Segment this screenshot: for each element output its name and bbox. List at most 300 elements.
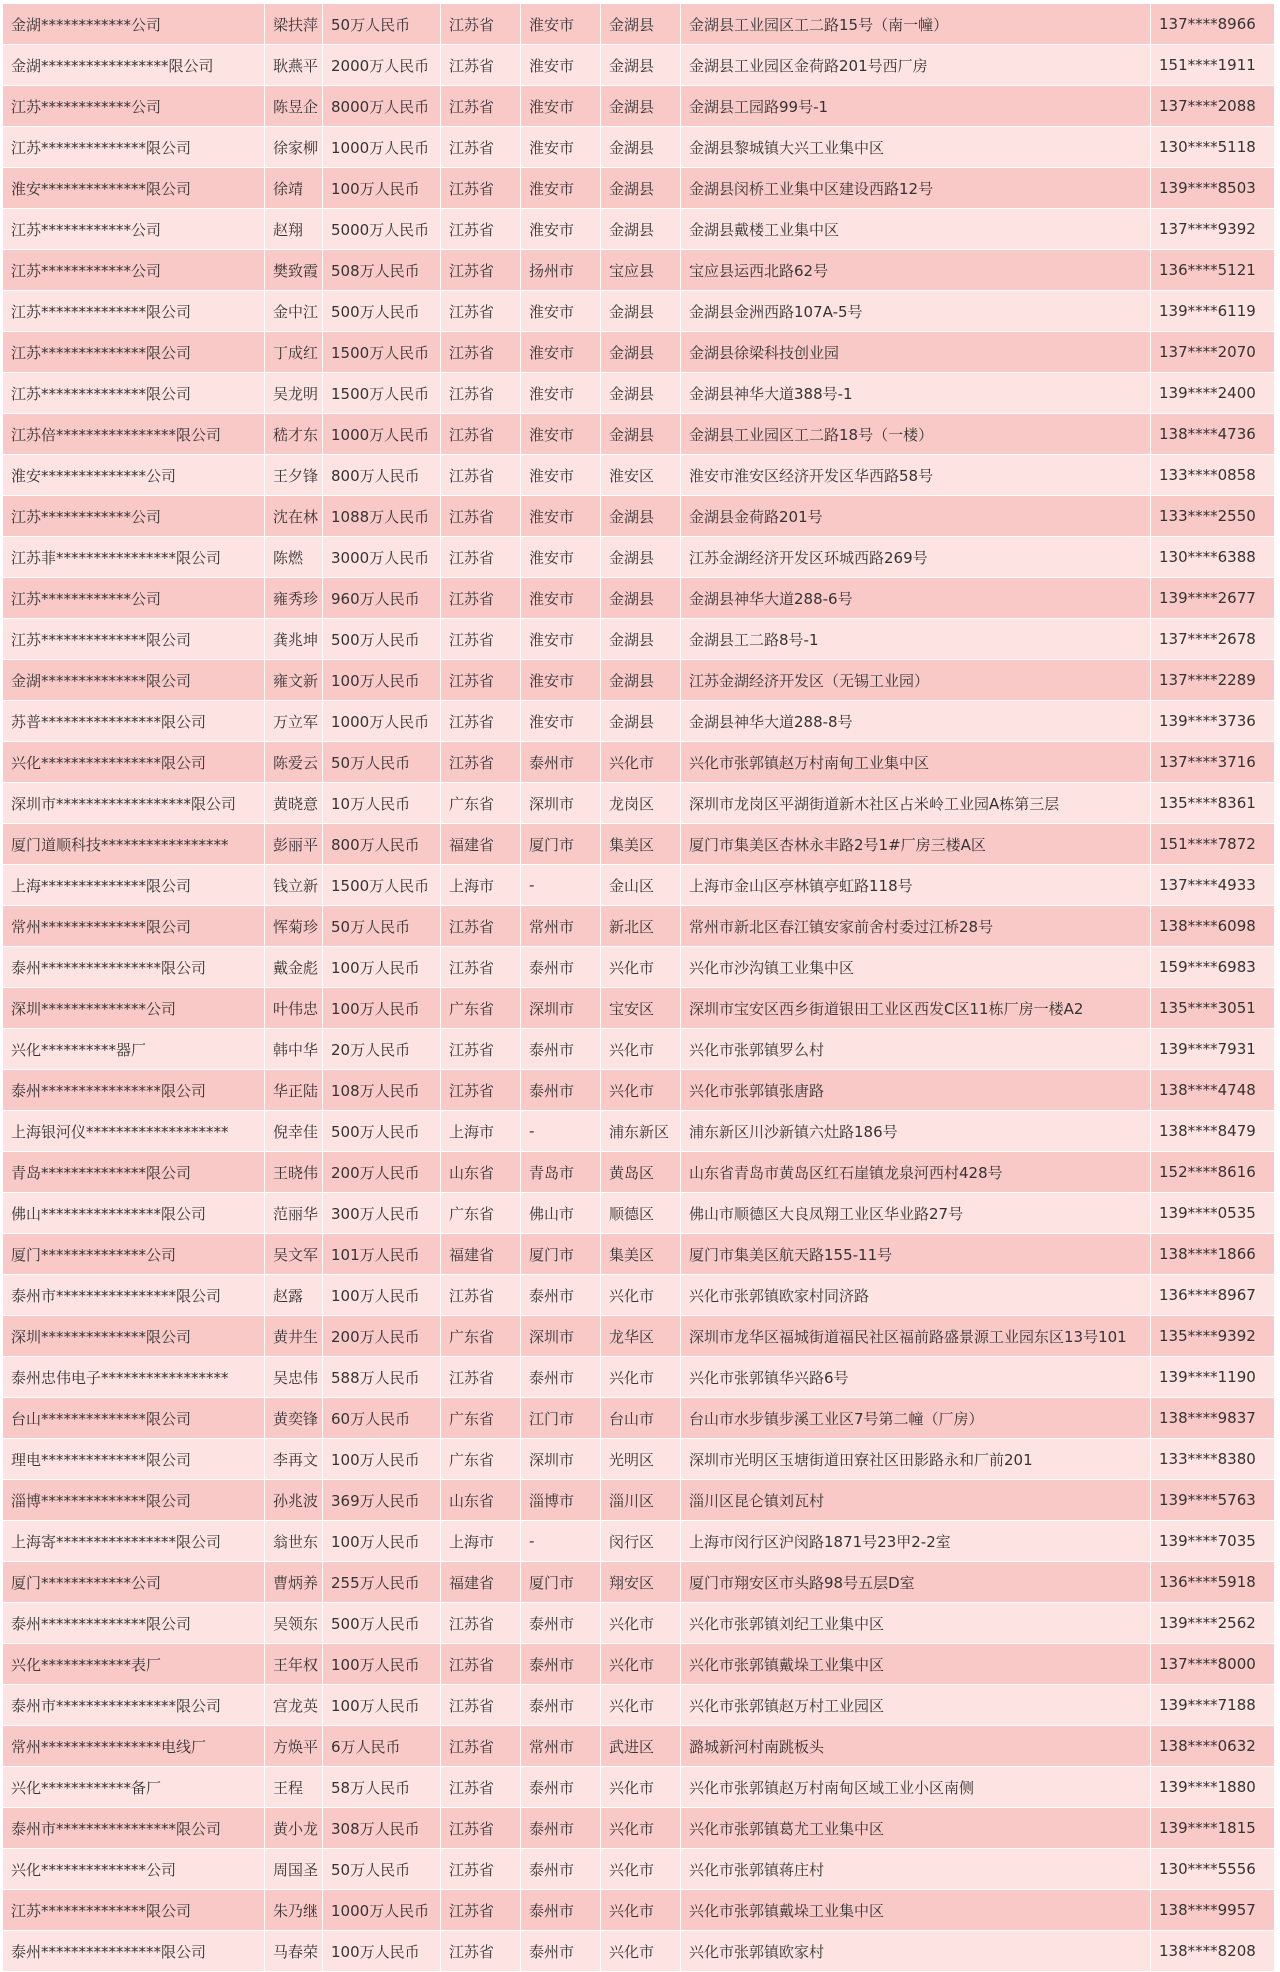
registered-capital-cell: 100万人民币 (323, 947, 441, 988)
district-cell: 集美区 (601, 824, 681, 865)
registered-capital-cell: 100万人民币 (323, 660, 441, 701)
company-name-cell: 兴化**********器厂 (3, 1029, 265, 1070)
district-cell: 兴化市 (601, 1644, 681, 1685)
table-row (3, 619, 1275, 660)
legal-person-cell: 樊致霞 (265, 250, 323, 291)
phone-cell: 139****5763 (1151, 1480, 1275, 1521)
company-name-cell: 江苏************公司 (3, 578, 265, 619)
district-cell: 金湖县 (601, 373, 681, 414)
city-cell: - (521, 865, 601, 906)
address-cell: 台山市水步镇步溪工业区7号第二幢（厂房） (681, 1398, 1151, 1439)
address-cell: 常州市新北区春江镇安家前舍村委过江桥28号 (681, 906, 1151, 947)
city-cell: 泰州市 (521, 742, 601, 783)
province-cell: 山东省 (441, 1480, 521, 1521)
company-name-cell: 厦门************公司 (3, 1562, 265, 1603)
district-cell: 金山区 (601, 865, 681, 906)
address-cell: 金湖县闵桥工业集中区建设西路12号 (681, 168, 1151, 209)
legal-person-cell: 宫龙英 (265, 1685, 323, 1726)
phone-cell: 138****8208 (1151, 1931, 1275, 1972)
city-cell: 淮安市 (521, 332, 601, 373)
company-name-cell: 江苏倍****************限公司 (3, 414, 265, 455)
address-cell: 金湖县金荷路201号 (681, 496, 1151, 537)
district-cell: 兴化市 (601, 1603, 681, 1644)
city-cell: 泰州市 (521, 1808, 601, 1849)
phone-cell: 139****1880 (1151, 1767, 1275, 1808)
address-cell: 佛山市顺德区大良凤翔工业区华业路27号 (681, 1193, 1151, 1234)
city-cell: 深圳市 (521, 988, 601, 1029)
phone-cell: 133****2550 (1151, 496, 1275, 537)
registered-capital-cell: 500万人民币 (323, 619, 441, 660)
district-cell: 淄川区 (601, 1480, 681, 1521)
table-row (3, 1603, 1275, 1644)
address-cell: 厦门市集美区杏林永丰路2号1#厂房三楼A区 (681, 824, 1151, 865)
legal-person-cell: 马春荣 (265, 1931, 323, 1972)
legal-person-cell: 曹炳养 (265, 1562, 323, 1603)
district-cell: 宝应县 (601, 250, 681, 291)
city-cell: 淮安市 (521, 537, 601, 578)
table-row (3, 4, 1275, 45)
company-name-cell: 江苏菲****************限公司 (3, 537, 265, 578)
phone-cell: 139****7931 (1151, 1029, 1275, 1070)
address-cell: 潞城新河村南跳板头 (681, 1726, 1151, 1767)
district-cell: 兴化市 (601, 1275, 681, 1316)
company-name-cell: 兴化************表厂 (3, 1644, 265, 1685)
legal-person-cell: 万立军 (265, 701, 323, 742)
district-cell: 金湖县 (601, 45, 681, 86)
city-cell: 佛山市 (521, 1193, 601, 1234)
district-cell: 兴化市 (601, 742, 681, 783)
address-cell: 上海市金山区亭林镇亭虹路118号 (681, 865, 1151, 906)
city-cell: 泰州市 (521, 1685, 601, 1726)
address-cell: 宝应县运西北路62号 (681, 250, 1151, 291)
registered-capital-cell: 1000万人民币 (323, 701, 441, 742)
company-name-cell: 江苏**************限公司 (3, 291, 265, 332)
address-cell: 兴化市张郭镇罗么村 (681, 1029, 1151, 1070)
city-cell: 淮安市 (521, 455, 601, 496)
registered-capital-cell: 100万人民币 (323, 1685, 441, 1726)
company-name-cell: 苏普****************限公司 (3, 701, 265, 742)
province-cell: 江苏省 (441, 578, 521, 619)
phone-cell: 136****5121 (1151, 250, 1275, 291)
company-name-cell: 泰州市****************限公司 (3, 1275, 265, 1316)
province-cell: 江苏省 (441, 1890, 521, 1931)
address-cell: 金湖县工业园区金荷路201号西厂房 (681, 45, 1151, 86)
phone-cell: 139****2400 (1151, 373, 1275, 414)
phone-cell: 151****1911 (1151, 45, 1275, 86)
district-cell: 闵行区 (601, 1521, 681, 1562)
province-cell: 江苏省 (441, 332, 521, 373)
registered-capital-cell: 50万人民币 (323, 4, 441, 45)
registered-capital-cell: 1500万人民币 (323, 373, 441, 414)
registered-capital-cell: 960万人民币 (323, 578, 441, 619)
address-cell: 兴化市张郭镇戴垛工业集中区 (681, 1644, 1151, 1685)
registered-capital-cell: 1500万人民币 (323, 865, 441, 906)
registered-capital-cell: 100万人民币 (323, 988, 441, 1029)
company-name-cell: 泰州**************限公司 (3, 1603, 265, 1644)
province-cell: 上海市 (441, 1521, 521, 1562)
phone-cell: 136****5918 (1151, 1562, 1275, 1603)
city-cell: 厦门市 (521, 1562, 601, 1603)
province-cell: 江苏省 (441, 906, 521, 947)
legal-person-cell: 方焕平 (265, 1726, 323, 1767)
company-name-cell: 兴化****************限公司 (3, 742, 265, 783)
phone-cell: 159****6983 (1151, 947, 1275, 988)
province-cell: 江苏省 (441, 1685, 521, 1726)
phone-cell: 135****3051 (1151, 988, 1275, 1029)
registered-capital-cell: 50万人民币 (323, 1849, 441, 1890)
city-cell: 淮安市 (521, 701, 601, 742)
table-row (3, 988, 1275, 1029)
phone-cell: 137****3716 (1151, 742, 1275, 783)
registered-capital-cell: 500万人民币 (323, 1603, 441, 1644)
phone-cell: 137****9392 (1151, 209, 1275, 250)
address-cell: 兴化市沙沟镇工业集中区 (681, 947, 1151, 988)
legal-person-cell: 周国圣 (265, 1849, 323, 1890)
table-row (3, 250, 1275, 291)
district-cell: 金湖县 (601, 209, 681, 250)
phone-cell: 133****0858 (1151, 455, 1275, 496)
province-cell: 福建省 (441, 1234, 521, 1275)
company-name-cell: 泰州忠伟电子***************** (3, 1357, 265, 1398)
phone-cell: 138****1866 (1151, 1234, 1275, 1275)
registered-capital-cell: 108万人民币 (323, 1070, 441, 1111)
legal-person-cell: 王程 (265, 1767, 323, 1808)
legal-person-cell: 金中江 (265, 291, 323, 332)
table-row (3, 1234, 1275, 1275)
company-name-cell: 江苏************公司 (3, 250, 265, 291)
table-row (3, 783, 1275, 824)
address-cell: 金湖县工二路8号-1 (681, 619, 1151, 660)
city-cell: 淮安市 (521, 168, 601, 209)
table-row (3, 1767, 1275, 1808)
registered-capital-cell: 369万人民币 (323, 1480, 441, 1521)
registered-capital-cell: 100万人民币 (323, 1644, 441, 1685)
address-cell: 金湖县金洲西路107A-5号 (681, 291, 1151, 332)
table-row (3, 1644, 1275, 1685)
district-cell: 金湖县 (601, 578, 681, 619)
address-cell: 江苏金湖经济开发区环城西路269号 (681, 537, 1151, 578)
phone-cell: 139****3736 (1151, 701, 1275, 742)
registered-capital-cell: 100万人民币 (323, 1931, 441, 1972)
address-cell: 金湖县神华大道288-6号 (681, 578, 1151, 619)
legal-person-cell: 华正陆 (265, 1070, 323, 1111)
table-row (3, 660, 1275, 701)
legal-person-cell: 耿燕平 (265, 45, 323, 86)
phone-cell: 138****6098 (1151, 906, 1275, 947)
legal-person-cell: 雍文新 (265, 660, 323, 701)
district-cell: 兴化市 (601, 947, 681, 988)
company-name-cell: 金湖************公司 (3, 4, 265, 45)
address-cell: 深圳市光明区玉塘街道田寮社区田影路永和厂前201 (681, 1439, 1151, 1480)
phone-cell: 139****6119 (1151, 291, 1275, 332)
legal-person-cell: 吴领东 (265, 1603, 323, 1644)
legal-person-cell: 雍秀珍 (265, 578, 323, 619)
table-row (3, 127, 1275, 168)
address-cell: 金湖县工业园区工二路18号（一楼） (681, 414, 1151, 455)
phone-cell: 138****8479 (1151, 1111, 1275, 1152)
table-row (3, 1152, 1275, 1193)
legal-person-cell: 朱乃继 (265, 1890, 323, 1931)
registered-capital-cell: 508万人民币 (323, 250, 441, 291)
address-cell: 淮安市淮安区经济开发区华西路58号 (681, 455, 1151, 496)
district-cell: 龙岗区 (601, 783, 681, 824)
company-name-cell: 江苏**************限公司 (3, 1890, 265, 1931)
district-cell: 宝安区 (601, 988, 681, 1029)
registered-capital-cell: 20万人民币 (323, 1029, 441, 1070)
legal-person-cell: 彭丽平 (265, 824, 323, 865)
province-cell: 江苏省 (441, 947, 521, 988)
address-cell: 淄川区昆仑镇刘瓦村 (681, 1480, 1151, 1521)
legal-person-cell: 范丽华 (265, 1193, 323, 1234)
district-cell: 金湖县 (601, 701, 681, 742)
province-cell: 江苏省 (441, 496, 521, 537)
province-cell: 江苏省 (441, 1808, 521, 1849)
company-name-cell: 泰州****************限公司 (3, 947, 265, 988)
address-cell: 山东省青岛市黄岛区红石崖镇龙泉河西村428号 (681, 1152, 1151, 1193)
district-cell: 集美区 (601, 1234, 681, 1275)
company-name-cell: 泰州****************限公司 (3, 1931, 265, 1972)
company-name-cell: 兴化************备厂 (3, 1767, 265, 1808)
legal-person-cell: 韩中华 (265, 1029, 323, 1070)
phone-cell: 138****4736 (1151, 414, 1275, 455)
registered-capital-cell: 500万人民币 (323, 1111, 441, 1152)
district-cell: 金湖县 (601, 127, 681, 168)
province-cell: 广东省 (441, 1398, 521, 1439)
district-cell: 兴化市 (601, 1849, 681, 1890)
company-name-cell: 深圳市******************限公司 (3, 783, 265, 824)
province-cell: 江苏省 (441, 1275, 521, 1316)
city-cell: 淮安市 (521, 209, 601, 250)
address-cell: 兴化市张郭镇欧家村 (681, 1931, 1151, 1972)
city-cell: 常州市 (521, 906, 601, 947)
address-cell: 深圳市宝安区西乡街道银田工业区西发C区11栋厂房一楼A2 (681, 988, 1151, 1029)
legal-person-cell: 王年权 (265, 1644, 323, 1685)
company-name-cell: 佛山****************限公司 (3, 1193, 265, 1234)
registered-capital-cell: 58万人民币 (323, 1767, 441, 1808)
table-row (3, 947, 1275, 988)
table-row (3, 1726, 1275, 1767)
province-cell: 上海市 (441, 1111, 521, 1152)
city-cell: 淮安市 (521, 373, 601, 414)
province-cell: 江苏省 (441, 373, 521, 414)
district-cell: 兴化市 (601, 1357, 681, 1398)
registered-capital-cell: 200万人民币 (323, 1152, 441, 1193)
city-cell: 泰州市 (521, 1890, 601, 1931)
registered-capital-cell: 1088万人民币 (323, 496, 441, 537)
district-cell: 翔安区 (601, 1562, 681, 1603)
company-name-cell: 江苏************公司 (3, 209, 265, 250)
company-name-cell: 泰州市****************限公司 (3, 1685, 265, 1726)
table-row (3, 1111, 1275, 1152)
district-cell: 金湖县 (601, 660, 681, 701)
city-cell: 淄博市 (521, 1480, 601, 1521)
company-name-cell: 兴化**************公司 (3, 1849, 265, 1890)
company-name-cell: 青岛**************限公司 (3, 1152, 265, 1193)
city-cell: 泰州市 (521, 1603, 601, 1644)
province-cell: 江苏省 (441, 168, 521, 209)
registered-capital-cell: 50万人民币 (323, 742, 441, 783)
district-cell: 金湖县 (601, 332, 681, 373)
address-cell: 金湖县神华大道388号-1 (681, 373, 1151, 414)
legal-person-cell: 黄井生 (265, 1316, 323, 1357)
district-cell: 兴化市 (601, 1070, 681, 1111)
province-cell: 江苏省 (441, 1849, 521, 1890)
phone-cell: 130****5118 (1151, 127, 1275, 168)
company-table (2, 3, 1275, 1972)
phone-cell: 139****7035 (1151, 1521, 1275, 1562)
phone-cell: 135****8361 (1151, 783, 1275, 824)
province-cell: 福建省 (441, 1562, 521, 1603)
registered-capital-cell: 101万人民币 (323, 1234, 441, 1275)
legal-person-cell: 徐家柳 (265, 127, 323, 168)
address-cell: 浦东新区川沙新镇六灶路186号 (681, 1111, 1151, 1152)
phone-cell: 139****2562 (1151, 1603, 1275, 1644)
city-cell: 深圳市 (521, 1316, 601, 1357)
registered-capital-cell: 800万人民币 (323, 455, 441, 496)
phone-cell: 137****8000 (1151, 1644, 1275, 1685)
district-cell: 兴化市 (601, 1685, 681, 1726)
district-cell: 金湖县 (601, 537, 681, 578)
table-row (3, 1808, 1275, 1849)
company-name-cell: 淄博**************限公司 (3, 1480, 265, 1521)
province-cell: 江苏省 (441, 1931, 521, 1972)
province-cell: 江苏省 (441, 537, 521, 578)
city-cell: 淮安市 (521, 578, 601, 619)
table-row (3, 414, 1275, 455)
company-name-cell: 台山**************限公司 (3, 1398, 265, 1439)
city-cell: 泰州市 (521, 947, 601, 988)
district-cell: 兴化市 (601, 1029, 681, 1070)
legal-person-cell: 倪幸佳 (265, 1111, 323, 1152)
province-cell: 上海市 (441, 865, 521, 906)
legal-person-cell: 赵翔 (265, 209, 323, 250)
city-cell: 淮安市 (521, 45, 601, 86)
legal-person-cell: 吴龙明 (265, 373, 323, 414)
legal-person-cell: 戴金彪 (265, 947, 323, 988)
province-cell: 江苏省 (441, 4, 521, 45)
address-cell: 兴化市张郭镇赵万村工业园区 (681, 1685, 1151, 1726)
legal-person-cell: 陈燃 (265, 537, 323, 578)
province-cell: 江苏省 (441, 742, 521, 783)
district-cell: 龙华区 (601, 1316, 681, 1357)
registered-capital-cell: 100万人民币 (323, 1439, 441, 1480)
province-cell: 江苏省 (441, 45, 521, 86)
province-cell: 广东省 (441, 1439, 521, 1480)
province-cell: 江苏省 (441, 250, 521, 291)
phone-cell: 138****9837 (1151, 1398, 1275, 1439)
table-row (3, 701, 1275, 742)
legal-person-cell: 嵇才东 (265, 414, 323, 455)
district-cell: 新北区 (601, 906, 681, 947)
company-name-cell: 常州****************电线厂 (3, 1726, 265, 1767)
address-cell: 金湖县工园路99号-1 (681, 86, 1151, 127)
address-cell: 深圳市龙华区福城街道福民社区福前路盛景源工业园东区13号101 (681, 1316, 1151, 1357)
district-cell: 台山市 (601, 1398, 681, 1439)
province-cell: 江苏省 (441, 291, 521, 332)
registered-capital-cell: 6万人民币 (323, 1726, 441, 1767)
province-cell: 江苏省 (441, 1603, 521, 1644)
registered-capital-cell: 100万人民币 (323, 1521, 441, 1562)
district-cell: 武进区 (601, 1726, 681, 1767)
city-cell: 泰州市 (521, 1275, 601, 1316)
province-cell: 江苏省 (441, 1357, 521, 1398)
address-cell: 兴化市张郭镇张唐路 (681, 1070, 1151, 1111)
district-cell: 淮安区 (601, 455, 681, 496)
registered-capital-cell: 2000万人民币 (323, 45, 441, 86)
legal-person-cell: 吴文军 (265, 1234, 323, 1275)
district-cell: 金湖县 (601, 4, 681, 45)
address-cell: 上海市闵行区沪闵路1871号23甲2-2室 (681, 1521, 1151, 1562)
table-row (3, 168, 1275, 209)
province-cell: 江苏省 (441, 86, 521, 127)
city-cell: 淮安市 (521, 127, 601, 168)
company-name-cell: 江苏**************限公司 (3, 373, 265, 414)
company-name-cell: 江苏**************限公司 (3, 332, 265, 373)
district-cell: 金湖县 (601, 619, 681, 660)
company-name-cell: 淮安**************公司 (3, 455, 265, 496)
legal-person-cell: 陈爱云 (265, 742, 323, 783)
table-row (3, 1275, 1275, 1316)
city-cell: 淮安市 (521, 414, 601, 455)
legal-person-cell: 黄小龙 (265, 1808, 323, 1849)
table-row (3, 537, 1275, 578)
city-cell: 淮安市 (521, 86, 601, 127)
table-row (3, 1931, 1275, 1972)
registered-capital-cell: 1000万人民币 (323, 414, 441, 455)
legal-person-cell: 丁成红 (265, 332, 323, 373)
company-name-cell: 金湖**************限公司 (3, 660, 265, 701)
phone-cell: 138****9957 (1151, 1890, 1275, 1931)
company-name-cell: 理电**************限公司 (3, 1439, 265, 1480)
city-cell: 淮安市 (521, 4, 601, 45)
legal-person-cell: 李再文 (265, 1439, 323, 1480)
province-cell: 山东省 (441, 1152, 521, 1193)
registered-capital-cell: 60万人民币 (323, 1398, 441, 1439)
phone-cell: 137****2289 (1151, 660, 1275, 701)
registered-capital-cell: 255万人民币 (323, 1562, 441, 1603)
registered-capital-cell: 100万人民币 (323, 168, 441, 209)
phone-cell: 151****7872 (1151, 824, 1275, 865)
table-row (3, 824, 1275, 865)
district-cell: 兴化市 (601, 1890, 681, 1931)
address-cell: 兴化市张郭镇蒋庄村 (681, 1849, 1151, 1890)
legal-person-cell: 翁世东 (265, 1521, 323, 1562)
city-cell: 厦门市 (521, 1234, 601, 1275)
phone-cell: 152****8616 (1151, 1152, 1275, 1193)
province-cell: 广东省 (441, 1316, 521, 1357)
city-cell: 常州市 (521, 1726, 601, 1767)
company-name-cell: 江苏**************限公司 (3, 127, 265, 168)
table-row (3, 1316, 1275, 1357)
province-cell: 江苏省 (441, 660, 521, 701)
address-cell: 深圳市龙岗区平湖街道新木社区占米岭工业园A栋第三层 (681, 783, 1151, 824)
address-cell: 金湖县戴楼工业集中区 (681, 209, 1151, 250)
province-cell: 江苏省 (441, 1644, 521, 1685)
phone-cell: 135****9392 (1151, 1316, 1275, 1357)
registered-capital-cell: 300万人民币 (323, 1193, 441, 1234)
city-cell: - (521, 1111, 601, 1152)
registered-capital-cell: 5000万人民币 (323, 209, 441, 250)
company-name-cell: 江苏************公司 (3, 496, 265, 537)
phone-cell: 139****2677 (1151, 578, 1275, 619)
city-cell: 泰州市 (521, 1029, 601, 1070)
table-row (3, 1480, 1275, 1521)
city-cell: 泰州市 (521, 1931, 601, 1972)
registered-capital-cell: 1000万人民币 (323, 127, 441, 168)
table-row (3, 1398, 1275, 1439)
address-cell: 兴化市张郭镇欧家村同济路 (681, 1275, 1151, 1316)
city-cell: 淮安市 (521, 496, 601, 537)
